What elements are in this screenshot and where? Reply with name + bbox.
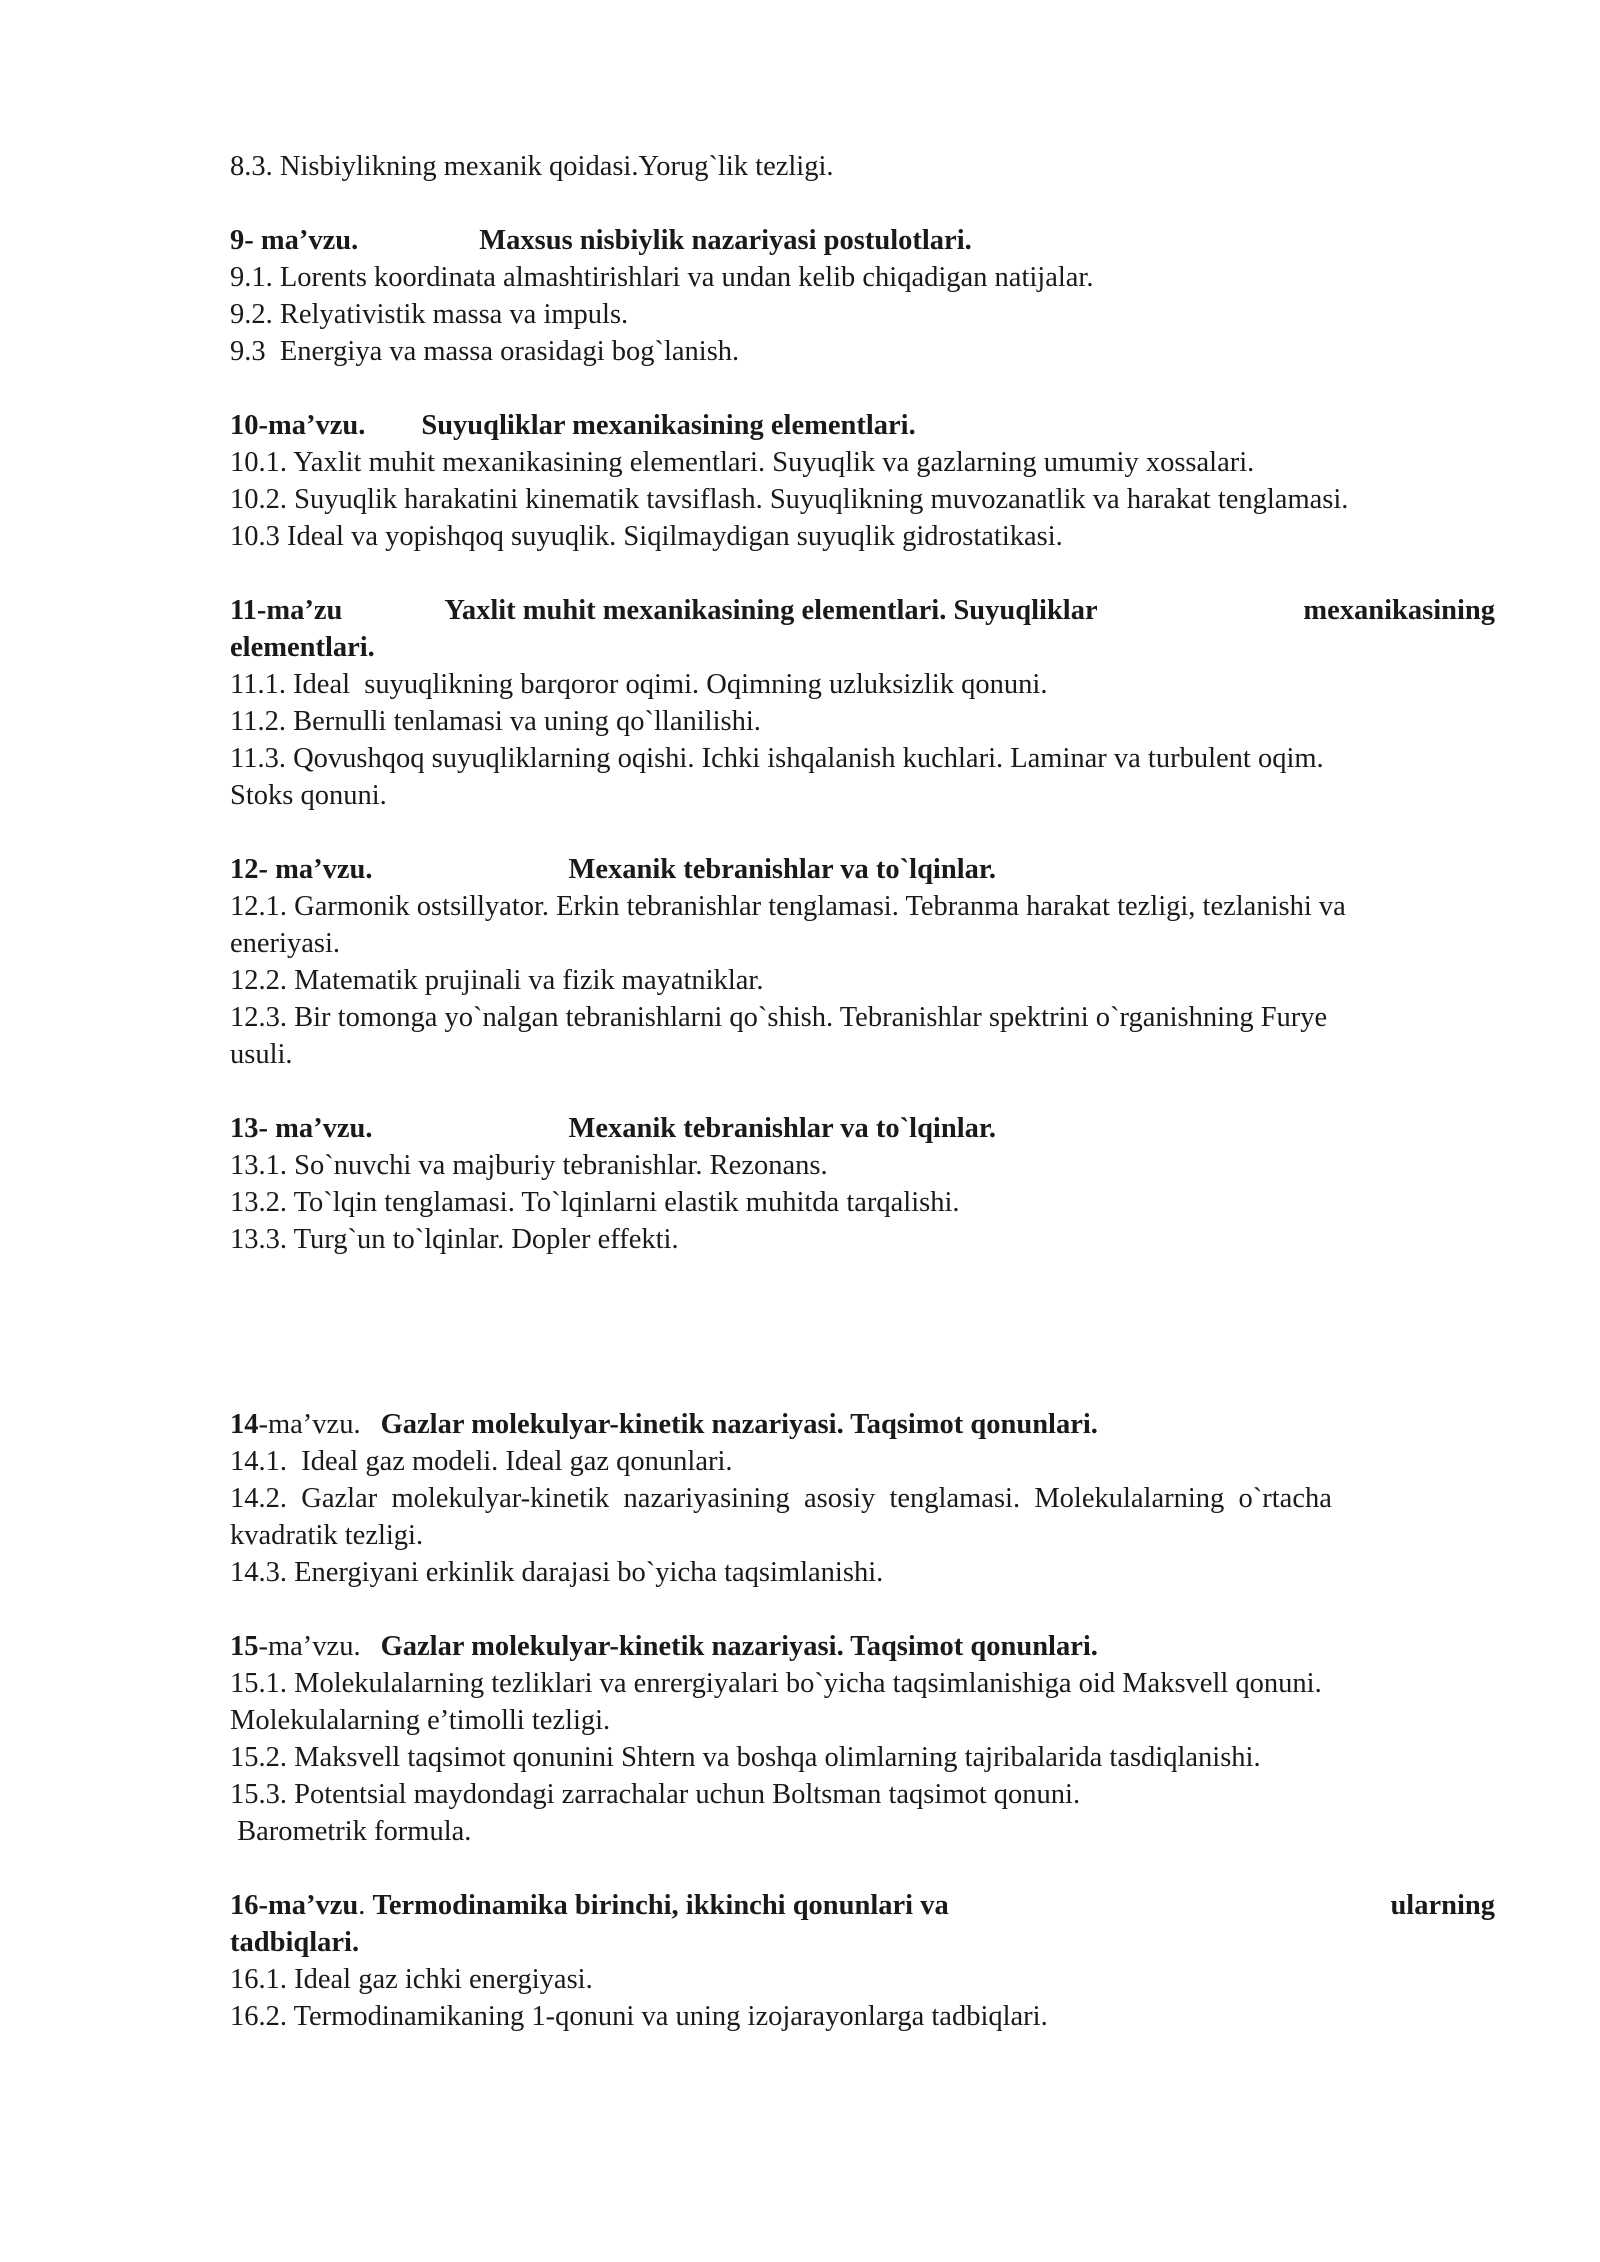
topic-16-item: 16.1. Ideal gaz ichki energiyasi. bbox=[230, 1964, 593, 1995]
topic-16-item: 16.2. Termodinamikaning 1-qonuni va uning izojarayonlarga tadbiqlari. bbox=[230, 2001, 1048, 2032]
topic-12-item: 12.1. Garmonik ostsillyator. Erkin tebranishlar tenglamasi. Tebranma harakat tezligi, tezlanishi va bbox=[230, 891, 1346, 922]
topic-14-title: Gazlar molekulyar-kinetik nazariyasi. Taqsimot qonunlari. bbox=[380, 1409, 1098, 1440]
topic-16-title-b: ularning bbox=[1390, 1890, 1495, 1921]
topic-13-title: Mexanik tebranishlar va to`lqinlar. bbox=[568, 1113, 997, 1144]
topic-16-label: 16-ma’vzu bbox=[230, 1890, 359, 1921]
topic-11-item: Stoks qonuni. bbox=[230, 780, 387, 811]
topic-14-item: kvadratik tezligi. bbox=[230, 1520, 424, 1551]
topic-16-heading-cont bbox=[230, 1924, 1495, 1961]
topic-9-item: 9.2. Relyativistik massa va impuls. bbox=[230, 299, 629, 330]
document-page bbox=[230, 148, 1495, 2035]
topic-15-item: Molekulalarning e’timolli tezligi. bbox=[230, 1705, 611, 1736]
topic-9-label: 9- ma’vzu. bbox=[230, 225, 359, 256]
topic-13-item: 13.3. Turg`un to`lqinlar. Dopler effekti. bbox=[230, 1224, 679, 1255]
topic-16-title-c: tadbiqlari. bbox=[230, 1927, 360, 1958]
intro-line: 8.3. Nisbiylikning mexanik qoidasi.Yorug`lik tezligi. bbox=[230, 151, 834, 182]
topic-9-item: 9.1. Lorents koordinata almashtirishlari va undan kelib chiqadigan natijalar. bbox=[230, 262, 1094, 293]
topic-12-item: 12.3. Bir tomonga yo`nalgan tebranishlarni qo`shish. Tebranishlar spektrini o`rganishning Furye bbox=[230, 1002, 1328, 1033]
topic-11-heading bbox=[230, 592, 1495, 629]
topic-15-title: Gazlar molekulyar-kinetik nazariyasi. Taqsimot qonunlari. bbox=[380, 1631, 1098, 1662]
topic-13-item: 13.1. So`nuvchi va majburiy tebranishlar. Rezonans. bbox=[230, 1150, 828, 1181]
topic-11-title-c: elementlari. bbox=[230, 632, 375, 663]
topic-11-item: 11.2. Bernulli tenlamasi va uning qo`llanilishi. bbox=[230, 706, 761, 737]
topic-11-item: 11.3. Qovushqoq suyuqliklarning oqishi. Ichki ishqalanish kuchlari. Laminar va turbulent oqim. bbox=[230, 743, 1324, 774]
topic-9-item: 9.3 Energiya va massa orasidagi bog`lanish. bbox=[230, 336, 740, 367]
topic-15-item: 15.2. Maksvell taqsimot qonunini Shtern va boshqa olimlarning tajribalarida tasdiqlanishi. bbox=[230, 1742, 1261, 1773]
topic-16-title-a: Termodinamika birinchi, ikkinchi qonunlari va bbox=[372, 1890, 949, 1921]
topic-11-title-b: mexanikasining bbox=[1303, 595, 1495, 626]
topic-12-heading bbox=[230, 851, 1495, 888]
topic-15-num: 15 bbox=[230, 1631, 259, 1662]
topic-15-label: -ma’vzu. bbox=[258, 1631, 361, 1662]
topic-12-title: Mexanik tebranishlar va to`lqinlar. bbox=[568, 854, 997, 885]
topic-9-title: Maxsus nisbiylik nazariyasi postulotlari. bbox=[479, 225, 972, 256]
topic-13-heading bbox=[230, 1110, 1495, 1147]
topic-12-item: eneriyasi. bbox=[230, 928, 340, 959]
topic-10-title: Suyuqliklar mexanikasining elementlari. bbox=[421, 410, 916, 441]
topic-15-item: 15.3. Potentsial maydondagi zarrachalar uchun Boltsman taqsimot qonuni. bbox=[230, 1779, 1081, 1810]
topic-10-item: 10.2. Suyuqlik harakatini kinematik tavsiflash. Suyuqlikning muvozanatlik va harakat tenglamasi. bbox=[230, 484, 1349, 515]
topic-12-item: 12.2. Matematik prujinali va fizik mayatniklar. bbox=[230, 965, 764, 996]
topic-14-item: 14.3. Energiyani erkinlik darajasi bo`yicha taqsimlanishi. bbox=[230, 1557, 884, 1588]
topic-10-item: 10.1. Yaxlit muhit mexanikasining elementlari. Suyuqlik va gazlarning umumiy xossalari. bbox=[230, 447, 1255, 478]
topic-14-item: 14.2. Gazlar molekulyar-kinetik nazariyasining asosiy tenglamasi. Molekulalarning o`rtacha bbox=[230, 1483, 1332, 1514]
topic-15-item: Barometrik formula. bbox=[230, 1816, 472, 1847]
topic-11-title-a: Yaxlit muhit mexanikasining elementlari. Suyuqliklar bbox=[444, 595, 1098, 626]
topic-16-heading bbox=[230, 1887, 1495, 1924]
topic-10-item: 10.3 Ideal va yopishqoq suyuqlik. Siqilmaydigan suyuqlik gidrostatikasi. bbox=[230, 521, 1063, 552]
topic-12-item: usuli. bbox=[230, 1039, 293, 1070]
topic-10-label: 10-ma’vzu. bbox=[230, 410, 366, 441]
topic-12-label: 12- ma’vzu. bbox=[230, 854, 373, 885]
topic-15-item: 15.1. Molekulalarning tezliklari va enrergiyalari bo`yicha taqsimlanishiga oid Maksvell qonuni. bbox=[230, 1668, 1322, 1699]
topic-14-label: -ma’vzu. bbox=[258, 1409, 361, 1440]
topic-9-heading bbox=[230, 222, 1495, 259]
topic-11-label: 11-ma’zu bbox=[230, 595, 343, 626]
topic-15-heading bbox=[230, 1628, 1495, 1665]
topic-11-heading-cont bbox=[230, 629, 1495, 666]
topic-16-dot: . bbox=[358, 1890, 366, 1921]
topic-10-heading bbox=[230, 407, 1495, 444]
topic-13-item: 13.2. To`lqin tenglamasi. To`lqinlarni elastik muhitda tarqalishi. bbox=[230, 1187, 960, 1218]
topic-14-heading bbox=[230, 1406, 1495, 1443]
topic-14-item: 14.1. Ideal gaz modeli. Ideal gaz qonunlari. bbox=[230, 1446, 733, 1477]
topic-11-item: 11.1. Ideal suyuqlikning barqoror oqimi. Oqimning uzluksizlik qonuni. bbox=[230, 669, 1048, 700]
topic-14-num: 14 bbox=[230, 1409, 259, 1440]
topic-13-label: 13- ma’vzu. bbox=[230, 1113, 373, 1144]
